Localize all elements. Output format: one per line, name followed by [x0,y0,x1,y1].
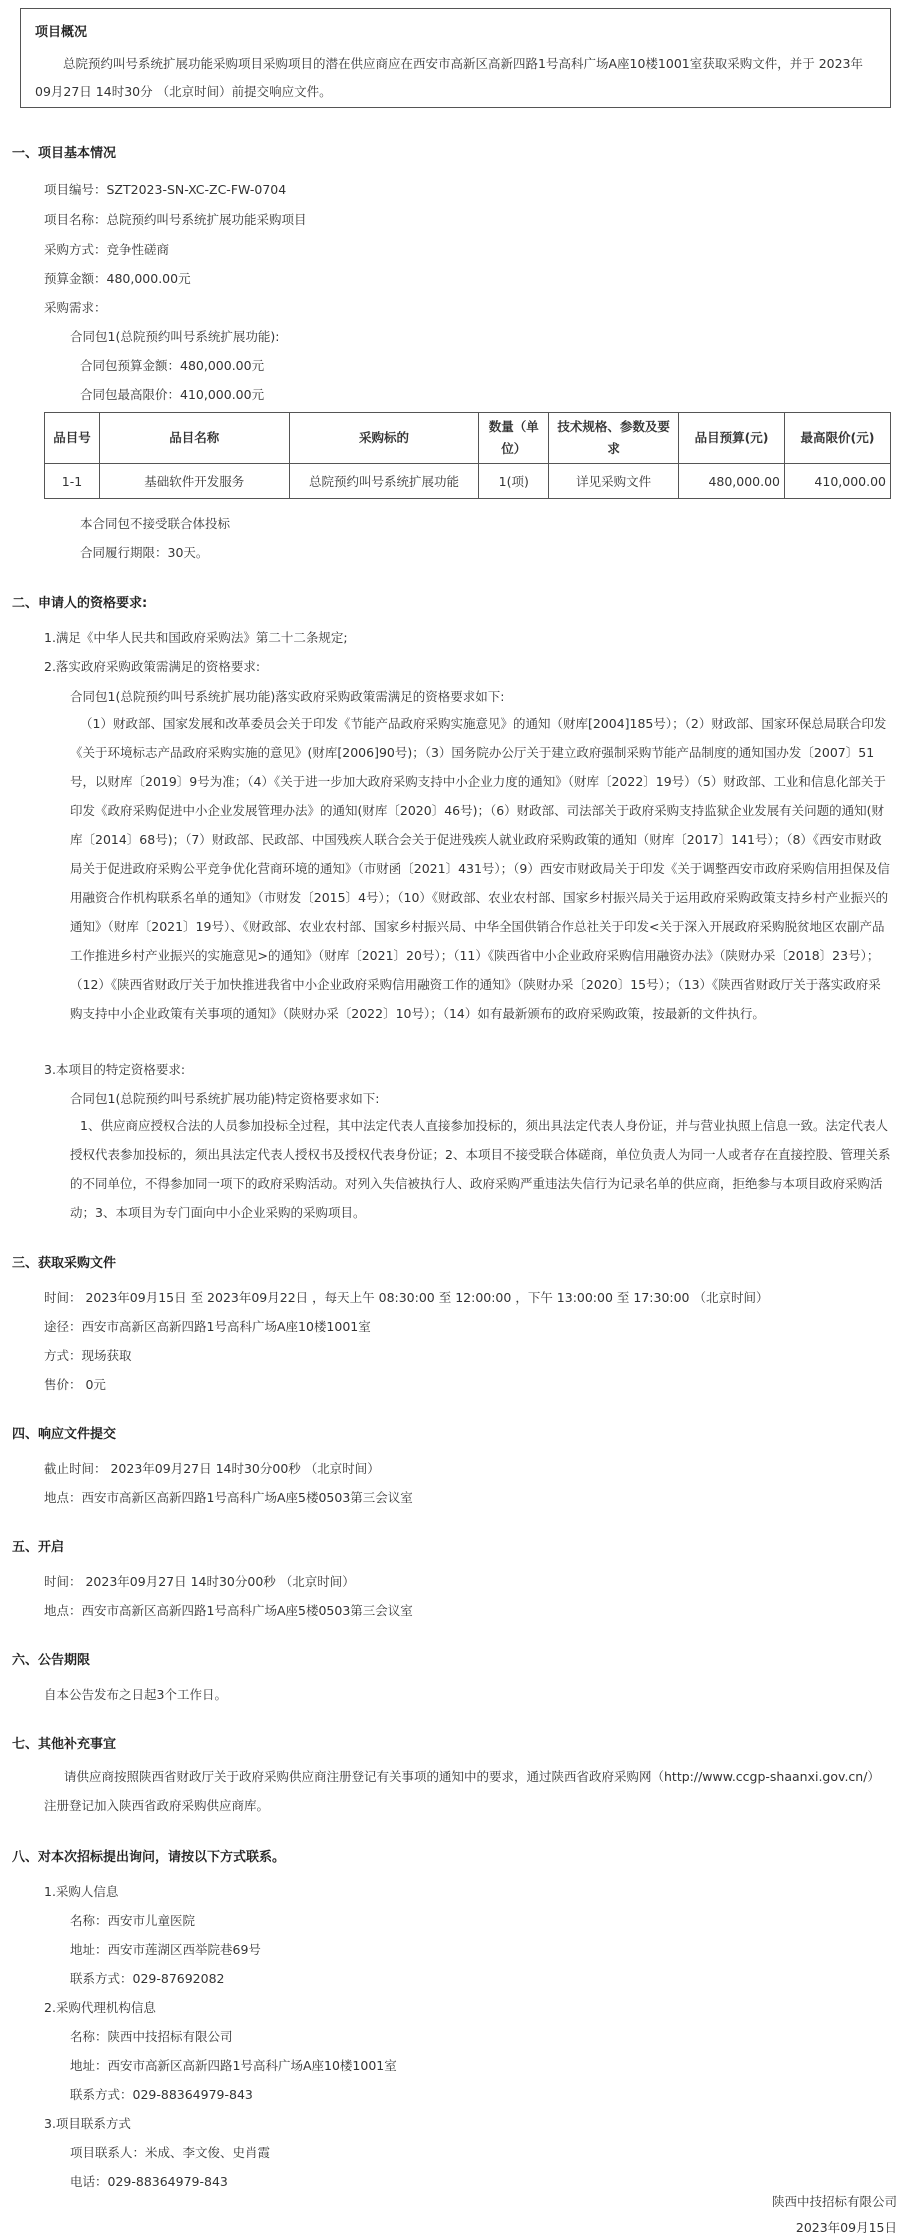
project-contact-phone: 电话：029-88364979-843 [70,2174,228,2189]
contact-1-heading: 1.采购人信息 [44,1884,119,1899]
procurement-demand-label: 采购需求： [44,300,107,315]
table-cell: 详见采购文件 [549,464,679,499]
procurement-method: 采购方式：竞争性磋商 [44,242,170,257]
specific-requirements-text: 1、供应商应授权合法的人员参加投标全过程，其中法定代表人直接参加投标的，须出具法定代表人身份证，并与营业执照上信息一致。法定代表人授权代表参加投标的，须出具法定代表人授权书及授权代表身份证；2、本项目不接受联合体磋商，单位负责人为同一人或者存在直接控股、管理关系的不同单位，不得参加同一项下的政府采购活动。对列入失信被执行人、政府采购严重违法失信行为记录名单的供应商，拒绝参与本项目政府采购活动；3、本项目为专门面向中小企业采购的采购项目。 [70,1118,891,1220]
obtain-way: 途径：西安市高新区高新四路1号高科广场A座10楼1001室 [44,1319,371,1334]
budget-amount: 预算金额：480,000.00元 [44,271,191,286]
table-header: 品目名称 [99,413,289,464]
overview-title: 项目概况 [35,25,88,40]
obtain-time: 时间： 2023年09月15日 至 2023年09月22日 ，每天上午 08:30:00 至 12:00:00 ，下午 13:00:00 至 17:30:00 （北京时间） [44,1290,769,1305]
table-cell: 基础软件开发服务 [99,464,289,499]
project-name: 项目名称：总院预约叫号系统扩展功能采购项目 [44,212,307,227]
agency-phone: 联系方式：029-88364979-843 [70,2087,253,2102]
section-8-title: 八、对本次招标提出询问，请按以下方式联系。 [12,1850,286,1865]
purchaser-phone: 联系方式：029-87692082 [70,1971,225,1986]
items-table [44,412,891,499]
package-max-price: 合同包最高限价：410,000.00元 [80,387,265,402]
package-budget: 合同包预算金额：480,000.00元 [80,358,265,373]
contract-period: 合同履行期限：30天。 [80,545,209,560]
announcement-period: 自本公告发布之日起3个工作日。 [44,1687,227,1702]
table-header: 品目号 [45,413,100,464]
no-consortium-note: 本合同包不接受联合体投标 [80,516,231,531]
section-4-title: 四、响应文件提交 [12,1427,117,1442]
section-1-title: 一、项目基本情况 [12,146,117,161]
project-overview-box [20,8,891,108]
table-cell: 480,000.00 [679,464,785,499]
submission-place: 地点：西安市高新区高新四路1号高科广场A座5楼0503第三会议室 [44,1490,413,1505]
contact-3-heading: 3.项目联系方式 [44,2116,131,2131]
table-header: 品目预算(元) [679,413,785,464]
table-header: 最高限价(元) [785,413,891,464]
requirement-3-package: 合同包1(总院预约叫号系统扩展功能)特定资格要求如下: [70,1091,380,1106]
opening-time: 时间： 2023年09月27日 14时30分00秒 （北京时间） [44,1574,355,1589]
agency-name: 名称：陕西中技招标有限公司 [70,2029,233,2044]
requirement-2-package: 合同包1(总院预约叫号系统扩展功能)落实政府采购政策需满足的资格要求如下: [70,689,505,704]
requirement-1: 1.满足《中华人民共和国政府采购法》第二十二条规定; [44,630,348,645]
agency-address: 地址：西安市高新区高新四路1号高科广场A座10楼1001室 [70,2058,397,2073]
obtain-mode: 方式：现场获取 [44,1348,132,1363]
section-6-title: 六、公告期限 [12,1653,91,1668]
project-number: 项目编号：SZT2023-SN-XC-ZC-FW-0704 [44,182,287,197]
document-price: 售价： 0元 [44,1377,106,1392]
supplementary-text: 请供应商按照陕西省财政厅关于政府采购供应商注册登记有关事项的通知中的要求，通过陕西省政府采购网（http://www.ccgp-shaanxi.gov.cn/）注册登记加入陕西省政府采购供应商库。 [44,1769,880,1813]
requirement-2: 2.落实政府采购政策需满足的资格要求: [44,659,261,674]
project-contact-persons: 项目联系人：米成、李文俊、史肖霞 [70,2145,271,2160]
signature-org: 陕西中技招标有限公司 [771,2194,897,2209]
contact-2-heading: 2.采购代理机构信息 [44,2000,156,2015]
table-header: 数量（单位） [479,413,549,464]
table-cell: 410,000.00 [785,464,891,499]
table-header: 采购标的 [289,413,479,464]
section-7-title: 七、其他补充事宜 [12,1737,117,1752]
overview-text: 总院预约叫号系统扩展功能采购项目采购项目的潜在供应商应在西安市高新区高新四路1号高科广场A座10楼1001室获取采购文件，并于 2023年09月27日 14时30分 （北京时间）前提交响应文件。 [35,56,864,99]
table-cell: 1(项) [479,464,549,499]
contract-package-label: 合同包1(总院预约叫号系统扩展功能): [70,329,280,344]
table-header: 技术规格、参数及要求 [549,413,679,464]
section-3-title: 三、获取采购文件 [12,1256,117,1271]
table-header-row [45,413,891,464]
requirement-3: 3.本项目的特定资格要求: [44,1062,186,1077]
section-5-title: 五、开启 [12,1540,65,1555]
table-cell: 1-1 [45,464,100,499]
table-cell: 总院预约叫号系统扩展功能 [289,464,479,499]
purchaser-name: 名称：西安市儿童医院 [70,1913,196,1928]
opening-place: 地点：西安市高新区高新四路1号高科广场A座5楼0503第三会议室 [44,1603,413,1618]
submission-deadline: 截止时间： 2023年09月27日 14时30分00秒 （北京时间） [44,1461,380,1476]
table-row [45,464,891,499]
policy-requirements-text: （1）财政部、国家发展和改革委员会关于印发《节能产品政府采购实施意见》的通知（财库[2004]185号）；（2）财政部、国家环保总局联合印发《关于环境标志产品政府采购实施的意见》(财库[2006]90号)；（3）国务院办公厅关于建立政府强制采购节能产品制度的通知国办发〔2007〕51号，以财库〔2019〕9号为准；（4）《关于进一步加大政府采购支持中小企业力度的通知》（财库〔2022〕19号）（5）财政部、工业和信息化部关于印发《政府采购促进中小企业发展管理办法》的通知(财库〔2020〕46号)；（6）财政部、司法部关于政府采购支持监狱企业发展有关问题的通知(财库〔2014〕68号)；（7）财政部、民政部、中国残疾人联合会关于促进残疾人就业政府采购政策的通知（财库〔2017〕141号）；（8）《西安市财政局关于促进政府采购公平竞争优化营商环境的通知》（市财函〔2021〕431号）；（9）西安市财政局关于印发《关于调整西安市政府采购信用担保及信用融资合作机构联系名单的通知》（市财发〔2015〕4号）；（10）《财政部、农业农村部、国家乡村振兴局关于运用政府采购政策支持乡村产业振兴的通知》（财库〔2021〕19号）、《财政部、农业农村部、国家乡村振兴局、中华全国供销合作总社关于印发<关于深入开展政府采购脱贫地区农副产品工作推进乡村产业振兴的实施意见>的通知》（财库〔2021〕20号）；（11）《陕西省中小企业政府采购信用融资办法》（陕财办采〔2018〕23号）；（12）《陕西省财政厅关于加快推进我省中小企业政府采购信用融资工作的通知》（陕财办采〔2020〕15号）；（13）《陕西省财政厅关于落实政府采购支持中小企业政策有关事项的通知》（陕财办采〔2022〕10号）；（14）如有最新颁布的政府采购政策，按最新的文件执行。 [70,716,890,1021]
section-2-title: 二、申请人的资格要求: [12,596,148,611]
signature-date: 2023年09月15日 [795,2220,897,2235]
purchaser-address: 地址：西安市莲湖区西举院巷69号 [70,1942,261,1957]
